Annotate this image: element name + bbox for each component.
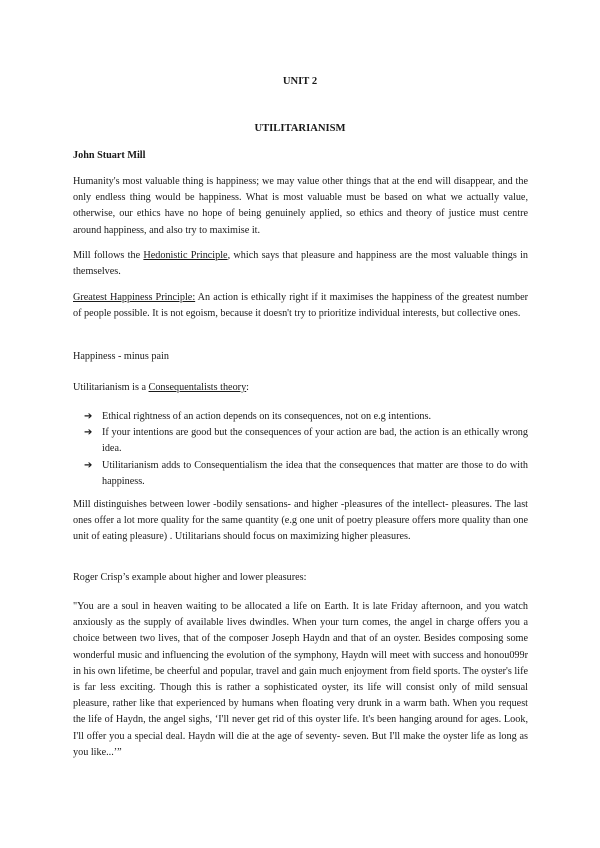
arrow-right-icon: ➔ [84,459,93,471]
paragraph-hedonistic [73,248,528,280]
hedonistic-principle-term: Hedonistic Principle [143,250,228,261]
greatest-happiness-text: An action is ethically right if it maximises the happiness of the greatest number of people possible. It is not egoism, because it doesn't try to prioritize individual interests, but collective ones. [73,292,528,320]
paragraph-happiness-minus-pain: Happiness - minus pain [73,351,169,362]
consequentalist-pre: Utilitarianism is a [73,382,149,393]
consequentalist-term: Consequentalists theory [148,382,247,393]
page-title: UTILITARIANISM [254,123,346,134]
bullet-list [73,409,528,490]
list-item: ➔ Ethical rightness of an action depends on its consequences, not on e.g intentions. [73,409,528,425]
paragraph-greatest-happiness [73,290,528,322]
quote-crisp-example: "You are a soul in heaven waiting to be allocated a life on Earth. It is late Friday afternoon, and you watch anxiously as the supply of available lives dwindles. When your turn comes, the angel in charge offers you a choice between two lives, that of the composer Joseph Haydn and that of an oyster. Besides composing some wonderful music and influencing the evolution of the symphony, Haydn will meet with success and honou099r in his own lifetime, be cheerful and popular, travel and gain much enjoyment from field sports. The oyster's life is far less exciting. Though this is rather a sophisticated oyster, its life will consist only of mild sensual pleasure, rather like that experienced by humans when floating very drunk in a warm bath. When you request the life of Haydn, the angel sighs, ‘I'll never get rid of this oyster life. It's been hanging around for ages. Look, I'll offer you a special deal. Haydn will die at the age of seventy- seven. But I'll make the oyster life as long as you like...’” [73,601,528,758]
paragraph-consequentalist [73,380,528,396]
list-item: ➔ Utilitarianism adds to Consequentialism the idea that the consequences that matter are those to do with happiness. [84,459,528,487]
list-item: ➔ If your intentions are good but the consequences of your action are bad, the action is an ethically wrong idea. [84,427,528,455]
paragraph-hedonistic-post: , which says that pleasure and happiness are the most valuable things in themselves. [73,250,529,278]
author-heading: John Stuart Mill [73,150,146,161]
consequentalist-post: : [246,382,250,393]
paragraph-higher-lower: Mill distinguishes between lower -bodily sensations- and higher -pleasures of the intellect- pleasures. The last ones offer a lot more quality for the same quantity (e.g one unit of poetry pleasure offers more quality than one unit of eating pleasure) . Utilitarians should focus on maximizing higher pleasures. [73,499,528,543]
unit-heading: UNIT 2 [282,76,318,87]
paragraph-crisp-intro: Roger Crisp’s example about higher and lower pleasures: [73,572,307,583]
paragraph-hedonistic-pre: Mill follows the [73,250,144,261]
greatest-happiness-label: Greatest Happiness Principle: [73,292,196,303]
arrow-right-icon: ➔ [84,427,93,439]
paragraph-happiness: Humanity's most valuable thing is happiness; we may value other things that at the end will disappear, and the only endless thing would be happiness. What is most valuable must be based on what we actually value, otherwise, our ethics have no hope of being genuinely applied, so ethics and theory of justice must centre around happiness, and also try to maximise it. [73,176,528,236]
arrow-right-icon: ➔ [84,411,93,422]
